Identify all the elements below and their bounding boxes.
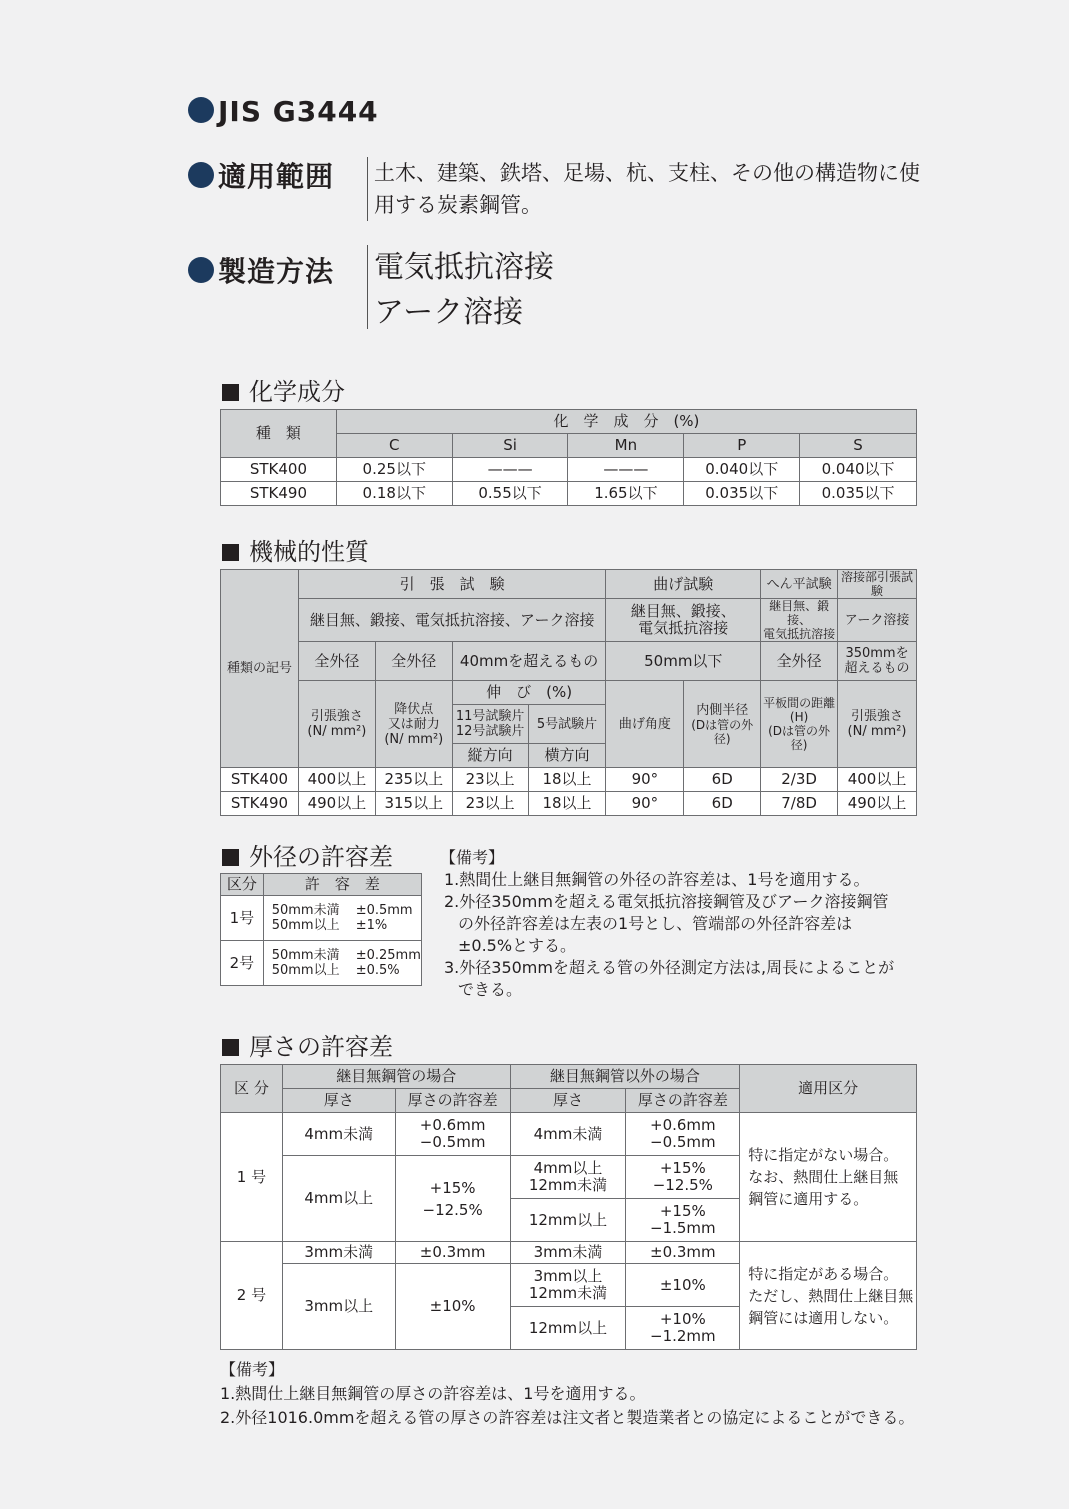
mech-cell: STK400 <box>221 768 299 792</box>
mech-cell: 23以上 <box>452 768 528 792</box>
applicable-cell <box>740 1113 917 1242</box>
mech-cell: 6D <box>684 768 761 792</box>
thick-cell: 4mm未満 <box>510 1113 626 1156</box>
square-bullet-icon <box>222 384 239 401</box>
chem-cell: 0.040以下 <box>684 458 800 482</box>
over350-line: 超えるもの <box>844 661 910 676</box>
od-value: ±0.25mm <box>355 948 421 963</box>
tensile-strength-header <box>298 681 375 768</box>
mech-cell: 90° <box>606 792 684 816</box>
thick-cell <box>626 1113 740 1156</box>
mech-cell: 490以上 <box>838 792 917 816</box>
cell-line: ただし、熱間仕上継目無 <box>748 1286 914 1305</box>
table-row <box>221 1242 917 1264</box>
tensile-method: 継目無、鍛接、電気抵抗溶接、アーク溶接 <box>298 599 606 642</box>
chem-comp-header: 化 学 成 分 (%) <box>336 410 916 434</box>
cell-line: +15% <box>659 1202 706 1220</box>
header-line: 又は耐力 <box>387 716 440 732</box>
thick-cell <box>626 1307 740 1350</box>
od-tol-header: 許 容 差 <box>263 874 421 896</box>
mech-cell: 7/8D <box>761 792 838 816</box>
scope-label: 適用範囲 <box>218 160 335 193</box>
chem-cell: 0.25以下 <box>336 458 452 482</box>
chem-cell: 0.040以下 <box>800 458 917 482</box>
applicable-cell <box>740 1242 917 1350</box>
mech-cell: 400以上 <box>298 768 375 792</box>
od-table <box>220 873 422 986</box>
scope-line: 土木、建築、鉄塔、足場、杭、支柱、その他の構造物に使 <box>374 161 920 185</box>
od-title <box>222 837 393 872</box>
mech-cell: 235以上 <box>375 768 452 792</box>
bullet-dot-icon <box>188 162 214 188</box>
od-value: ±1% <box>355 918 388 933</box>
table-row <box>221 1113 917 1156</box>
seamless-header: 継目無鋼管の場合 <box>282 1065 510 1089</box>
note-line: できる。 <box>458 980 523 999</box>
header-line: (N/ mm²) <box>847 724 907 739</box>
cell-line: −1.5mm <box>650 1219 716 1237</box>
chem-cell: 0.55以下 <box>452 482 568 506</box>
note-line: 3.外径350mmを超える管の外径測定方法は,周長によることが <box>444 958 895 977</box>
cell-line: なお、熱間仕上継目無 <box>748 1168 899 1186</box>
tolerance-header: 厚さの許容差 <box>395 1089 510 1113</box>
header-line: (Dは管の外径) <box>768 724 831 752</box>
note-line: 2.外径350mmを超える電気抵抗溶接鋼管及びアーク溶接鋼管 <box>444 892 889 911</box>
cell-line: 12mm未満 <box>528 1176 608 1194</box>
thickness-header: 厚さ <box>282 1089 395 1113</box>
mech-cell: 6D <box>684 792 761 816</box>
cell-line: +0.6mm <box>650 1116 716 1134</box>
chem-col-header: S <box>800 434 917 458</box>
cell-line: −0.5mm <box>419 1133 486 1151</box>
elongation-header: 伸 び (%) <box>452 681 606 705</box>
weld-method: アーク溶接 <box>838 599 917 642</box>
thick-cell <box>626 1199 740 1242</box>
table-row <box>221 896 422 941</box>
method-line: アーク溶接 <box>374 295 524 330</box>
cell-line: +15% <box>429 1178 476 1197</box>
all-od-header: 全外径 <box>375 642 452 681</box>
mech-table <box>220 569 917 816</box>
mech-cell: 400以上 <box>838 768 917 792</box>
bend-method-line: 電気抵抗溶接 <box>638 619 729 637</box>
cell-line: −12.5% <box>652 1176 713 1194</box>
thick-cell: 3mm未満 <box>510 1242 626 1264</box>
square-bullet-icon <box>222 849 239 866</box>
thick-class-cell: 2 号 <box>221 1242 283 1350</box>
method-label: 製造方法 <box>218 255 335 288</box>
table-row <box>221 941 422 986</box>
specimen-5-header: 5号試験片 <box>528 705 606 744</box>
method-line: 電気抵抗溶接 <box>374 250 554 285</box>
scope-line: 用する炭素鋼管。 <box>374 193 542 217</box>
thick-cell: 12mm以上 <box>510 1199 626 1242</box>
thick-cell: 3mm未満 <box>282 1242 395 1264</box>
table-row <box>221 458 917 482</box>
method-heading <box>188 250 334 290</box>
bend-test-header: 曲げ試験 <box>606 570 761 599</box>
standard-heading <box>188 95 379 128</box>
mech-cell: 2/3D <box>761 768 838 792</box>
weld-strength-header <box>838 681 917 768</box>
chem-cell: STK490 <box>221 482 337 506</box>
chem-col-header: Si <box>452 434 568 458</box>
mech-cell: 490以上 <box>298 792 375 816</box>
header-line: (N/ mm²) <box>384 731 444 747</box>
od-class-header: 区分 <box>221 874 264 896</box>
applicable-header: 適用区分 <box>740 1065 917 1113</box>
od-value: ±0.5mm <box>355 903 413 918</box>
bullet-dot-icon <box>188 97 214 123</box>
thick-cell: 4mm未満 <box>282 1113 395 1156</box>
thick-cell: ±10% <box>395 1264 510 1350</box>
mech-cell: 315以上 <box>375 792 452 816</box>
thick-cell: ±10% <box>626 1264 740 1307</box>
chem-cell: 1.65以下 <box>568 482 684 506</box>
flat-method <box>761 599 838 642</box>
note-line: ±0.5%とする。 <box>458 936 577 955</box>
standard-code: JIS G3444 <box>218 95 379 128</box>
over40-header: 40mmを超えるもの <box>452 642 606 681</box>
mech-cell: 18以上 <box>528 768 606 792</box>
note-line: 2.外径1016.0mmを超える管の厚さの許容差は注文者と製造業者との協定によることができる。 <box>220 1408 915 1427</box>
flat-method-line: 電気抵抗溶接 <box>763 627 836 641</box>
under50-header: 50mm以下 <box>606 642 761 681</box>
inner-radius-header <box>684 681 761 768</box>
header-line: 12号試験片 <box>455 724 525 739</box>
notes-title: 【備考】 <box>220 1360 285 1379</box>
bullet-dot-icon <box>188 257 214 283</box>
od-range: 50mm以上 <box>271 918 340 933</box>
mech-cell: 23以上 <box>452 792 528 816</box>
over350-line: 350mmを <box>845 646 909 661</box>
cell-line: 12mm未満 <box>528 1284 608 1302</box>
square-bullet-icon <box>222 544 239 561</box>
thick-cell: 3mm以上 <box>282 1264 395 1350</box>
thick-cell: 4mm以上 <box>282 1156 395 1242</box>
header-line: 平板間の距離 <box>763 696 836 710</box>
notes-title: 【備考】 <box>440 848 505 867</box>
square-bullet-icon <box>222 1039 239 1056</box>
flat-method-line: 継目無、鍛接、 <box>769 599 830 627</box>
mech-cell: 90° <box>606 768 684 792</box>
bend-angle-header: 曲げ角度 <box>606 681 684 768</box>
thick-title <box>222 1027 393 1062</box>
od-range: 50mm以上 <box>271 963 340 978</box>
thickness-header: 厚さ <box>510 1089 626 1113</box>
header-line: 内側半径 <box>696 702 749 718</box>
chem-cell: 0.035以下 <box>800 482 917 506</box>
thick-table <box>220 1064 917 1350</box>
table-row <box>221 792 917 816</box>
header-line: (H) <box>789 710 809 724</box>
thick-cell <box>510 1156 626 1199</box>
cell-line: −12.5% <box>422 1200 483 1219</box>
tolerance-header: 厚さの許容差 <box>626 1089 740 1113</box>
chem-cell: 0.18以下 <box>336 482 452 506</box>
over350-header <box>838 642 917 681</box>
yield-header <box>375 681 452 768</box>
longitudinal-header: 縦方向 <box>452 744 528 768</box>
cell-line: +10% <box>659 1310 706 1328</box>
od-range: 50mm未満 <box>271 903 340 918</box>
thick-cell <box>395 1156 510 1242</box>
header-line: 11号試験片 <box>455 709 525 724</box>
header-line: 引張強さ <box>310 709 363 724</box>
thick-cell: ±0.3mm <box>395 1242 510 1264</box>
od-notes <box>440 847 930 1001</box>
scope-text <box>367 157 920 221</box>
chem-type-header: 種 類 <box>221 410 337 458</box>
note-line: の外径許容差は左表の1号とし、管端部の外径許容差は <box>458 914 853 933</box>
thick-cell: 12mm以上 <box>510 1307 626 1350</box>
cell-line: +15% <box>659 1159 706 1177</box>
mech-cell: STK490 <box>221 792 299 816</box>
thick-notes <box>220 1358 940 1430</box>
chem-table <box>220 409 917 506</box>
header-line: 引張強さ <box>851 709 904 724</box>
cell-line: 特に指定がある場合。 <box>748 1264 899 1283</box>
plate-distance-header <box>761 681 838 768</box>
note-line: 1.熱間仕上継目無鋼管の厚さの許容差は、1号を適用する。 <box>220 1384 646 1403</box>
od-class-cell: 2号 <box>221 941 264 986</box>
chem-col-header: Mn <box>568 434 684 458</box>
mech-cell: 18以上 <box>528 792 606 816</box>
weld-test-header: 溶接部引張試験 <box>838 570 917 599</box>
thick-cell <box>395 1113 510 1156</box>
cell-line: −1.2mm <box>650 1327 716 1345</box>
cell-line: 鋼管には適用しない。 <box>748 1308 899 1327</box>
flat-test-header: へん平試験 <box>761 570 838 599</box>
specimen-11-header <box>452 705 528 744</box>
table-row <box>221 482 917 506</box>
chem-title <box>222 372 345 407</box>
cell-line: +0.6mm <box>419 1116 486 1134</box>
chem-col-header: P <box>684 434 800 458</box>
od-range: 50mm未満 <box>271 948 340 963</box>
thick-class-cell: 1 号 <box>221 1113 283 1242</box>
cell-line: −0.5mm <box>650 1133 716 1151</box>
note-line: 1.熱間仕上継目無鋼管の外径の許容差は、1号を適用する。 <box>444 870 870 889</box>
od-tol-cell <box>263 941 421 986</box>
all-od-header: 全外径 <box>761 642 838 681</box>
non-seamless-header: 継目無鋼管以外の場合 <box>510 1065 740 1089</box>
chem-cell: ——— <box>452 458 568 482</box>
chem-title-text: 化学成分 <box>249 378 345 406</box>
mech-title <box>222 532 369 567</box>
header-line: (N/ mm²) <box>307 724 367 739</box>
thick-cell <box>626 1156 740 1199</box>
od-class-cell: 1号 <box>221 896 264 941</box>
od-tol-cell <box>263 896 421 941</box>
header-line: (Dは管の外径) <box>691 717 754 746</box>
bend-method <box>606 599 761 642</box>
scope-heading <box>188 155 334 195</box>
cell-line: 鋼管に適用する。 <box>748 1190 869 1208</box>
chem-cell: 0.035以下 <box>684 482 800 506</box>
all-od-header: 全外径 <box>298 642 375 681</box>
mech-type-header: 種類の記号 <box>221 570 299 768</box>
thick-cell <box>510 1264 626 1307</box>
thick-cell: ±0.3mm <box>626 1242 740 1264</box>
cell-line: 4mm以上 <box>533 1159 603 1177</box>
chem-cell: ——— <box>568 458 684 482</box>
od-value: ±0.5% <box>355 963 400 978</box>
method-text <box>367 245 554 329</box>
table-row <box>221 768 917 792</box>
mech-title-text: 機械的性質 <box>249 538 369 566</box>
thick-class-header: 区 分 <box>221 1065 283 1113</box>
bend-method-line: 継目無、鍛接、 <box>630 602 736 620</box>
cell-line: 特に指定がない場合。 <box>748 1146 899 1164</box>
transverse-header: 横方向 <box>528 744 606 768</box>
header-line: 降伏点 <box>394 701 434 717</box>
chem-col-header: C <box>336 434 452 458</box>
chem-cell: STK400 <box>221 458 337 482</box>
od-title-text: 外径の許容差 <box>249 843 393 871</box>
tensile-test-header: 引 張 試 験 <box>298 570 606 599</box>
cell-line: 3mm以上 <box>533 1267 603 1285</box>
thick-title-text: 厚さの許容差 <box>249 1033 393 1061</box>
